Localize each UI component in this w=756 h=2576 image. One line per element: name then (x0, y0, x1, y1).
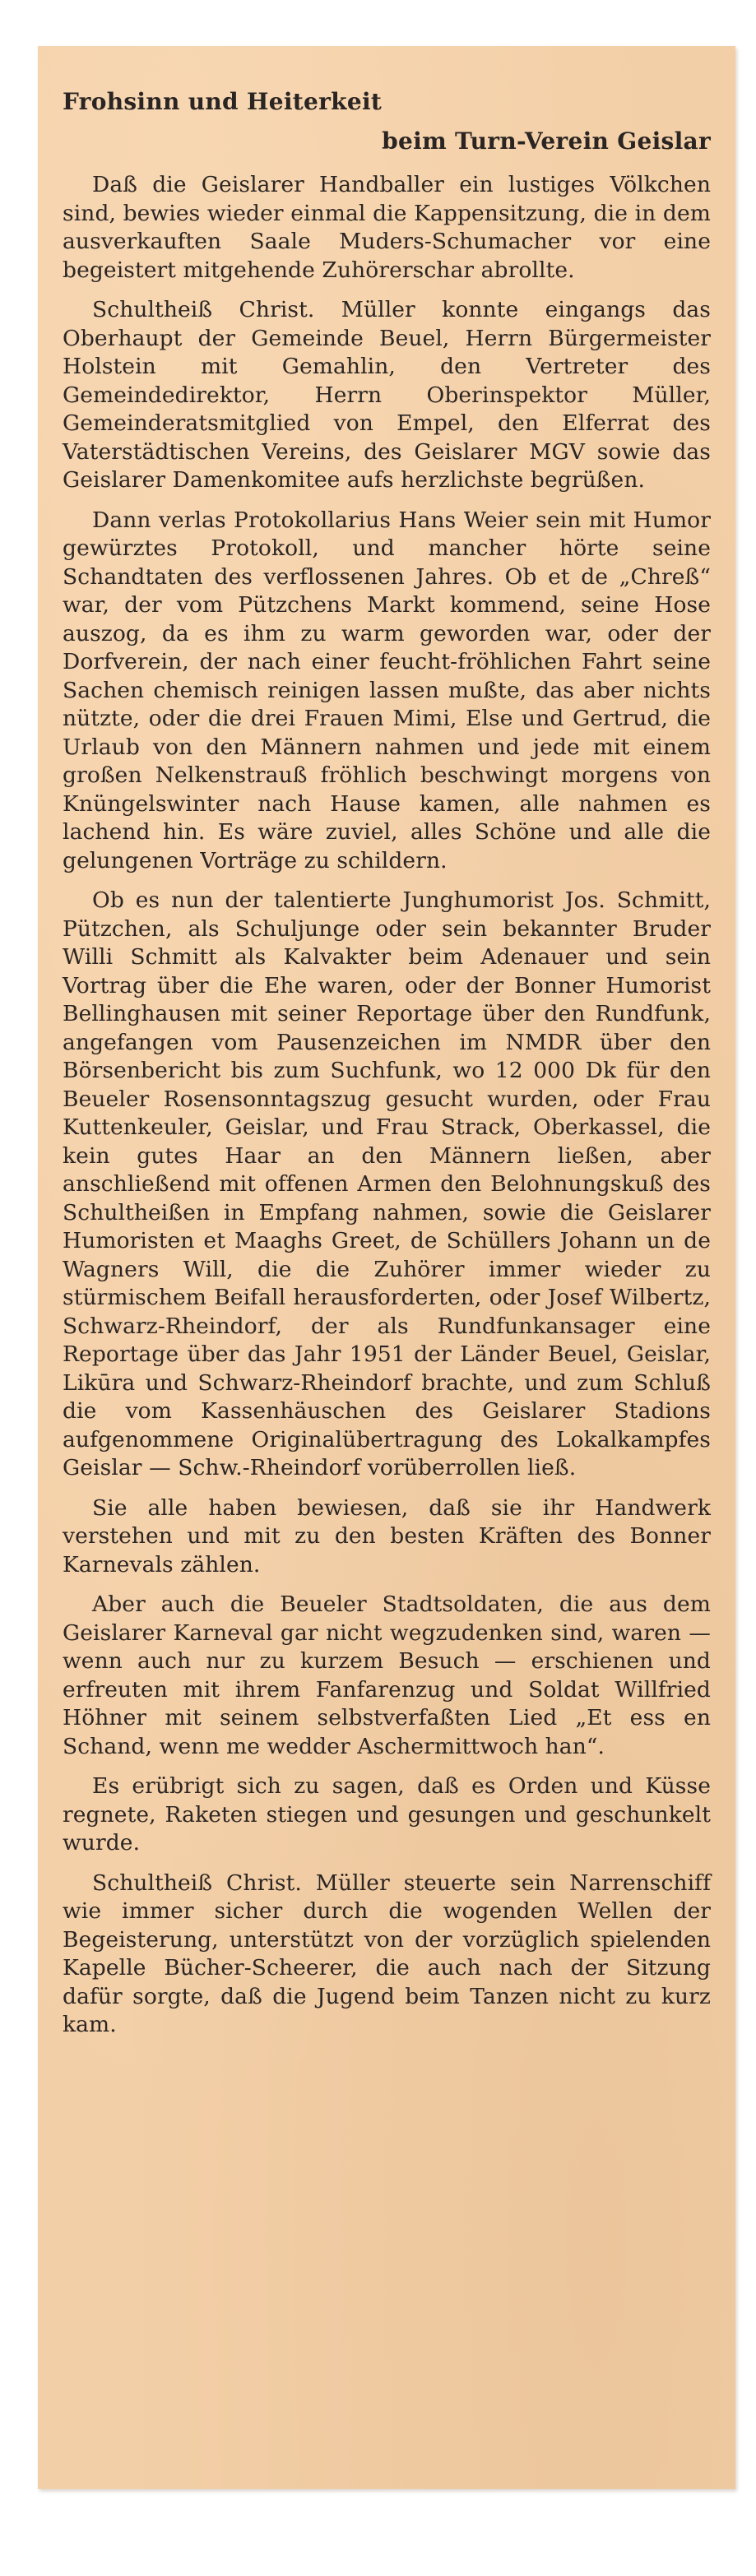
paragraph-1: Daß die Geislarer Handballer ein lustiges Völkchen sind, bewies wieder einmal die Kappensitzung, die in dem ausverkauften Saale Muders-Schumacher vor eine begeistert mitgehende Zuhörerschar abrollte. (63, 172, 711, 283)
headline-sub: beim Turn-Verein Geislar (382, 127, 711, 155)
paragraph-5: Sie alle haben bewiesen, daß sie ihr Handwerk verstehen und mit zu den besten Kräften des Bonner Karnevals zählen. (63, 1494, 711, 1578)
paragraph-8: Schultheiß Christ. Müller steuerte sein Narrenschiff wie immer sicher durch die wogenden Wellen der Begeisterung, unterstützt von der vorzüglich spielenden Kapelle Bücher-Scheerer, die auch nach der Sitzung dafür sorgte, daß die Jugend beim Tanzen nicht zu kurz kam. (63, 1869, 711, 2037)
paragraph-2: Schultheiß Christ. Müller konnte eingangs das Oberhaupt der Gemeinde Beuel, Herrn Bürgermeister Holstein mit Gemahlin, den Vertreter des Gemeindedirektor, Herrn Oberinspektor Müller, Gemeinderatsmitglied von Empel, den Elferrat des Vaterstädtischen Vereins, des Geislarer MGV sowie das Geislarer Damenkomitee aufs herzlichste begrüßen. (63, 297, 711, 493)
paragraph-3: Dann verlas Protokollarius Hans Weier sein mit Humor gewürztes Protokoll, und mancher hörte seine Schandtaten des verflossenen Jahres. Ob et de „Chreß“ war, der vom Pützchens Markt kommend, seine Hose auszog, da es ihm zu warm geworden war, oder der Dorfverein, der nach einer feucht-fröhlichen Fahrt seine Sachen chemisch reinigen lassen mußte, das aber nichts nützte, oder die drei Frauen Mimi, Else und Gertrud, die Urlaub von den Männern nahmen und jede mit einem großen Nelkenstrauß fröhlich beschwingt morgens von Knüngelswinter nach Hause kamen, alle nahmen es lachend hin. Es wäre zuviel, alles Schöne und alle die gelungenen Vorträge zu schildern. (63, 507, 711, 873)
headline-main: Frohsinn und Heiterkeit (63, 88, 383, 115)
paragraph-4: Ob es nun der talentierte Junghumorist Jos. Schmitt, Pützchen, als Schuljunge oder sein bekannter Bruder Willi Schmitt als Kalvakter beim Adenauer und sein Vortrag über die Ehe waren, oder der Bonner Humorist Bellinghausen mit seiner Reportage über den Rundfunk, angefangen vom Pausenzeichen im NMDR über den Börsenbericht bis zum Suchfunk, wo 12 000 Dk für den Beueler Rosensonntagszug gesucht wurden, oder Frau Kuttenkeuler, Geislar, und Frau Strack, Oberkassel, die kein gutes Haar an den Männern ließen, aber anschließend mit offenen Armen den Belohnungskuß des Schultheißen in Empfang nahmen, sowie die Geislarer Humoristen et Maaghs Greet, de Schüllers Johann un de Wagners Will, die die Zuhörer immer wieder zu stürmischem Beifall herausforderten, oder Josef Wilbertz, Schwarz-Rheindorf, der als Rundfunkansager eine Reportage über das Jahr 1951 der Länder Beuel, Geislar, Likūra und Schwarz-Rheindorf brachte, und zum Schluß die vom Kassenhäuschen des Geislarer Stadions aufgenommene Originalübertragung des Lokalkampfes Geislar — Schw.-Rheindorf vorüberrollen ließ. (63, 887, 711, 1480)
paragraph-6: Aber auch die Beueler Stadtsoldaten, die aus dem Geislarer Karneval gar nicht wegzudenken sind, waren — wenn auch nur zu kurzem Besuch — erschienen und erfreuten mit ihrem Fanfarenzug und Soldat Willfried Höhner mit seinem selbstverfaßten Lied „Et ess en Schand, wenn me wedder Aschermittwoch han“. (63, 1591, 711, 1759)
newspaper-clipping (38, 46, 735, 2489)
paragraph-7: Es erübrigt sich zu sagen, daß es Orden und Küsse regnete, Raketen stiegen und gesungen und geschunkelt wurde. (63, 1773, 711, 1856)
